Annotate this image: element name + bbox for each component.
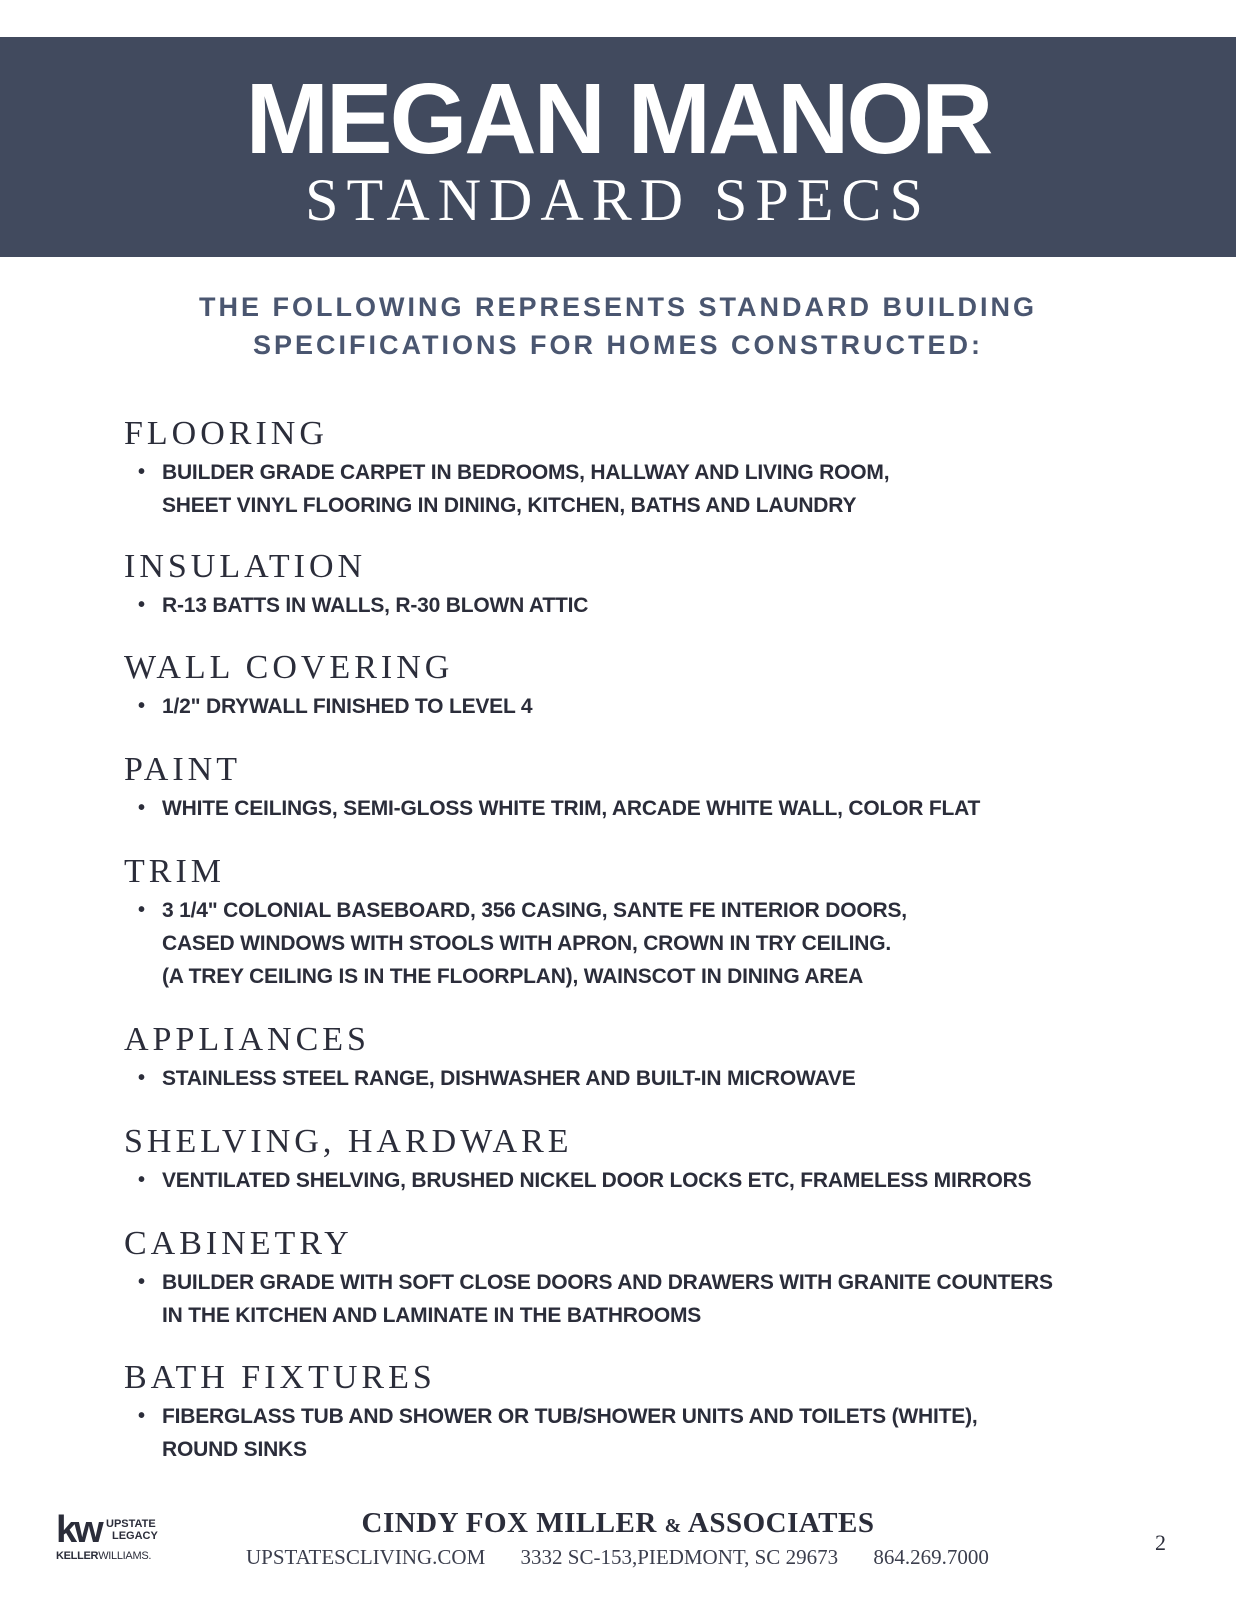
bullet-item bbox=[124, 1164, 1204, 1197]
section-heading: INSULATION bbox=[124, 548, 367, 585]
intro-text bbox=[0, 288, 1236, 364]
logo-keller: KELLER bbox=[56, 1550, 99, 1562]
logo-williams: WILLIAMS. bbox=[98, 1550, 152, 1562]
address-text: 3332 SC-153,PIEDMONT, SC 29673 bbox=[520, 1545, 839, 1569]
bullet-text: WHITE CEILINGS, SEMI-GLOSS WHITE TRIM, ARCADE WHITE WALL, COLOR FLAT bbox=[162, 797, 981, 820]
bullet-item bbox=[124, 1062, 1204, 1095]
bullet-dot: • bbox=[138, 899, 146, 921]
section-heading: BATH FIXTURES bbox=[124, 1359, 436, 1396]
section-shelving-hardware bbox=[124, 1122, 1204, 1197]
bullet-item bbox=[124, 690, 1204, 723]
agency-name-part2: ASSOCIATES bbox=[687, 1507, 875, 1539]
page-number: 2 bbox=[1155, 1530, 1166, 1555]
bullet-text: VENTILATED SHELVING, BRUSHED NICKEL DOOR LOCKS ETC, FRAMELESS MIRRORS bbox=[162, 1169, 1032, 1192]
section-heading: WALL COVERING bbox=[124, 649, 454, 686]
section-heading: CABINETRY bbox=[124, 1225, 353, 1262]
section-cabinetry bbox=[124, 1224, 1204, 1332]
bullet-dot: • bbox=[138, 797, 146, 819]
intro-line-2: SPECIFICATIONS FOR HOMES CONSTRUCTED: bbox=[252, 330, 983, 360]
section-heading: FLOORING bbox=[124, 415, 328, 452]
agency-name-amp: & bbox=[664, 1515, 682, 1537]
phone-text: 864.269.7000 bbox=[873, 1545, 989, 1569]
bullet-text: STAINLESS STEEL RANGE, DISHWASHER AND BUILT-IN MICROWAVE bbox=[162, 1067, 856, 1090]
bullet-text: 3 1/4" COLONIAL BASEBOARD, 356 CASING, SANTE FE INTERIOR DOORS, CASED WINDOWS WITH STOOLS WITH APRON, CROWN IN TRY CEILING. (A TREY CEILING IS IN THE FLOORPLAN), WAINSCOT IN DINING AREA bbox=[162, 899, 907, 988]
section-heading: APPLIANCES bbox=[124, 1021, 370, 1058]
page-title: MEGAN MANOR bbox=[245, 63, 991, 175]
page-subtitle: STANDARD SPECS bbox=[305, 167, 931, 233]
bullet-item bbox=[124, 792, 1204, 825]
website-link[interactable]: UPSTATESCLIVING.COM bbox=[246, 1545, 486, 1569]
logo-legacy: LEGACY bbox=[112, 1530, 158, 1542]
bullet-item bbox=[124, 589, 1204, 622]
contact-line bbox=[246, 1544, 1019, 1570]
bullet-item bbox=[124, 456, 1204, 522]
bullet-text: 1/2" DRYWALL FINISHED TO LEVEL 4 bbox=[162, 695, 533, 718]
agency-name-part1: CINDY FOX MILLER bbox=[361, 1507, 657, 1539]
bullet-item bbox=[124, 1266, 1204, 1332]
bullet-item bbox=[124, 1400, 1204, 1466]
bullet-item bbox=[124, 894, 1204, 993]
agency-name bbox=[0, 1506, 1236, 1543]
bullet-text: BUILDER GRADE CARPET IN BEDROOMS, HALLWAY AND LIVING ROOM, SHEET VINYL FLOORING IN DINING, KITCHEN, BATHS AND LAUNDRY bbox=[162, 461, 890, 517]
intro-line-1: THE FOLLOWING REPRESENTS STANDARD BUILDING bbox=[199, 292, 1037, 322]
bullet-dot: • bbox=[138, 1271, 146, 1293]
section-heading: PAINT bbox=[124, 751, 241, 788]
logo-upstate: UPSTATE bbox=[106, 1518, 156, 1530]
section-insulation bbox=[124, 547, 1204, 622]
section-heading: TRIM bbox=[124, 853, 225, 890]
section-wall-covering bbox=[124, 648, 1204, 723]
section-heading: SHELVING, HARDWARE bbox=[124, 1123, 573, 1160]
logo-kw: kw bbox=[56, 1509, 101, 1551]
bullet-text: BUILDER GRADE WITH SOFT CLOSE DOORS AND DRAWERS WITH GRANITE COUNTERS IN THE KITCHEN AND LAMINATE IN THE BATHROOMS bbox=[162, 1271, 1053, 1327]
bullet-dot: • bbox=[138, 1169, 146, 1191]
bullet-text: R-13 BATTS IN WALLS, R-30 BLOWN ATTIC bbox=[162, 594, 589, 617]
bullet-dot: • bbox=[138, 594, 146, 616]
section-paint bbox=[124, 750, 1204, 825]
section-trim bbox=[124, 852, 1204, 993]
bullet-text: FIBERGLASS TUB AND SHOWER OR TUB/SHOWER UNITS AND TOILETS (WHITE), ROUND SINKS bbox=[162, 1405, 978, 1461]
header-banner bbox=[0, 37, 1236, 257]
section-bath-fixtures bbox=[124, 1358, 1204, 1466]
section-flooring bbox=[124, 414, 1204, 522]
bullet-dot: • bbox=[138, 1405, 146, 1427]
bullet-dot: • bbox=[138, 461, 146, 483]
logo-kellerwilliams bbox=[56, 1550, 151, 1562]
bullet-dot: • bbox=[138, 1067, 146, 1089]
bullet-dot: • bbox=[138, 695, 146, 717]
section-appliances bbox=[124, 1020, 1204, 1095]
